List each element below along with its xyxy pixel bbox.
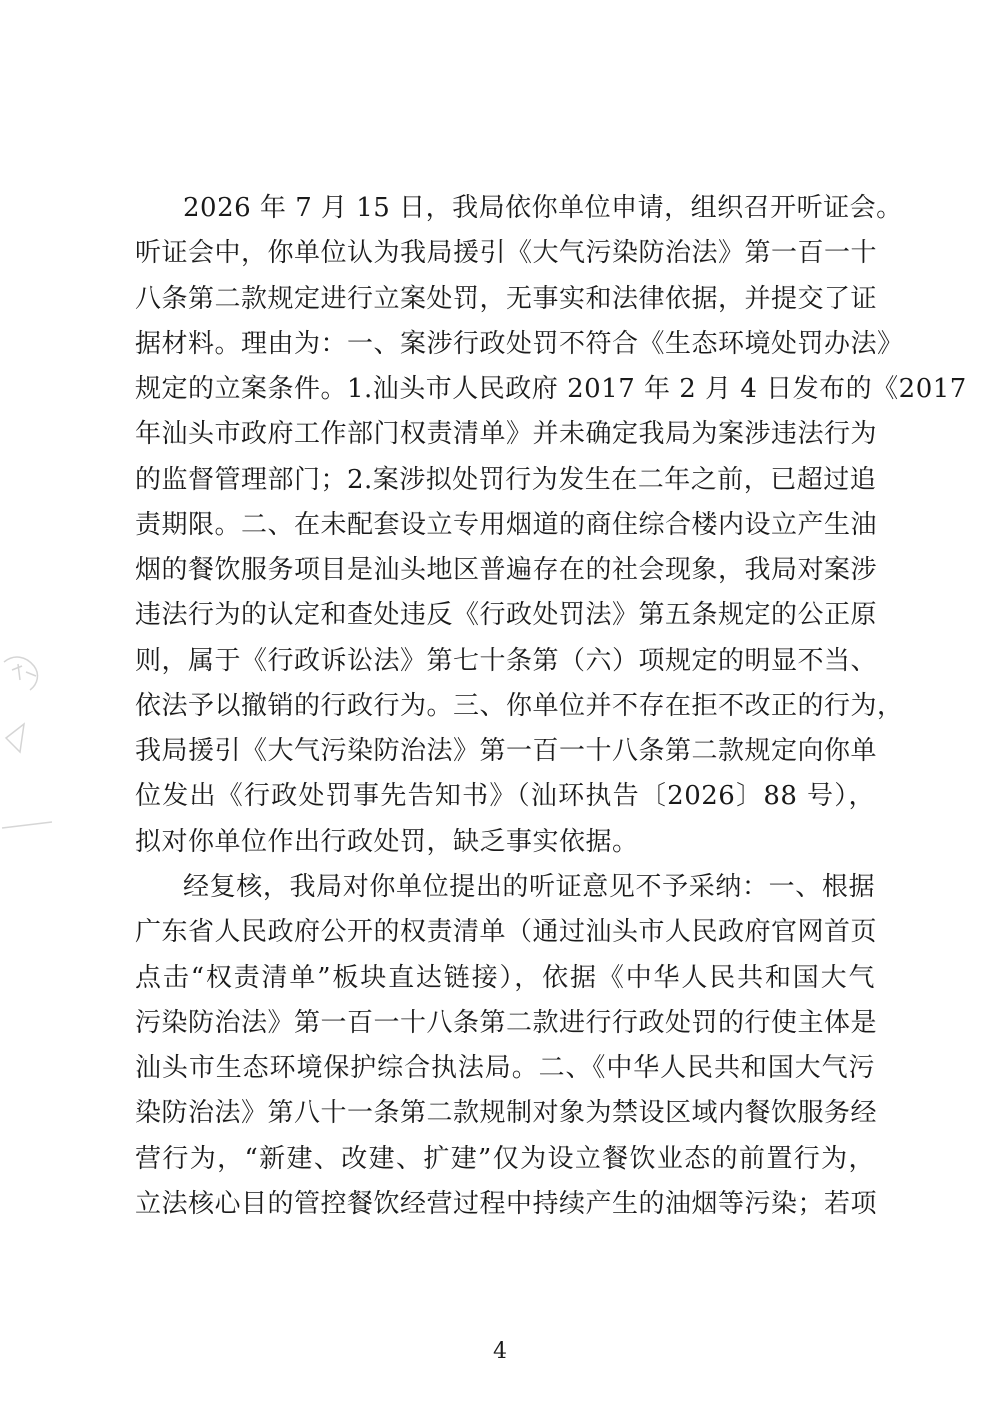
text-line: 拟对你单位作出行政处罚，缺乏事实依据。 xyxy=(135,827,639,857)
text-line: 依法予以撤销的行政行为。三、你单位并不存在拒不改正的行为， xyxy=(135,691,904,721)
text-line: 规定的立案条件。1.汕头市人民政府 2017 年 2 月 4 日发布的《2017 xyxy=(135,374,967,404)
text-line: 点击“权责清单”板块直达链接），依据《中华人民共和国大气 xyxy=(135,963,875,993)
text-line: 立法核心目的管控餐饮经营过程中持续产生的油烟等污染；若项 xyxy=(135,1189,878,1219)
text-line: 广东省人民政府公开的权责清单（通过汕头市人民政府官网首页 xyxy=(135,917,878,947)
text-line: 烟的餐饮服务项目是汕头地区普遍存在的社会现象，我局对案涉 xyxy=(135,555,878,585)
seal-fragment-icon xyxy=(0,640,60,850)
text-line: 营行为，“新建、改建、扩建”仅为设立餐饮业态的前置行为， xyxy=(135,1144,875,1174)
text-line: 八条第二款规定进行立案处罚，无事实和法律依据，并提交了证 xyxy=(135,284,878,314)
text-line: 年汕头市政府工作部门权责清单》并未确定我局为案涉违法行为 xyxy=(135,419,878,449)
text-line: 汕头市生态环境保护综合执法局。二、《中华人民共和国大气污 xyxy=(135,1053,875,1083)
text-line: 据材料。理由为：一、案涉行政处罚不符合《生态环境处罚办法》 xyxy=(135,329,904,359)
text-line: 责期限。二、在未配套设立专用烟道的商住综合楼内设立产生油 xyxy=(135,510,878,540)
text-line: 听证会中，你单位认为我局援引《大气污染防治法》第一百一十 xyxy=(135,238,878,268)
text-line: 违法行为的认定和查处违反《行政处罚法》第五条规定的公正原 xyxy=(135,600,878,630)
text-line: 污染防治法》第一百一十八条第二款进行行政处罚的行使主体是 xyxy=(135,1008,878,1038)
text-line: 位发出《行政处罚事先告知书》（汕环执告〔2026〕88 号）， xyxy=(135,781,875,811)
text-line: 的监督管理部门；2.案涉拟处罚行为发生在二年之前，已超过追 xyxy=(135,465,877,495)
text-line: 经复核，我局对你单位提出的听证意见不予采纳：一、根据 xyxy=(183,872,875,902)
text-line: 2026 年 7 月 15 日，我局依你单位申请，组织召开听证会。 xyxy=(183,193,903,223)
text-line: 我局援引《大气污染防治法》第一百一十八条第二款规定向你单 xyxy=(135,736,878,766)
page-number: 4 xyxy=(493,1339,507,1364)
text-line: 染防治法》第八十一条第二款规制对象为禁设区域内餐饮服务经 xyxy=(135,1098,878,1128)
text-line: 则，属于《行政诉讼法》第七十条第（六）项规定的明显不当、 xyxy=(135,646,878,676)
